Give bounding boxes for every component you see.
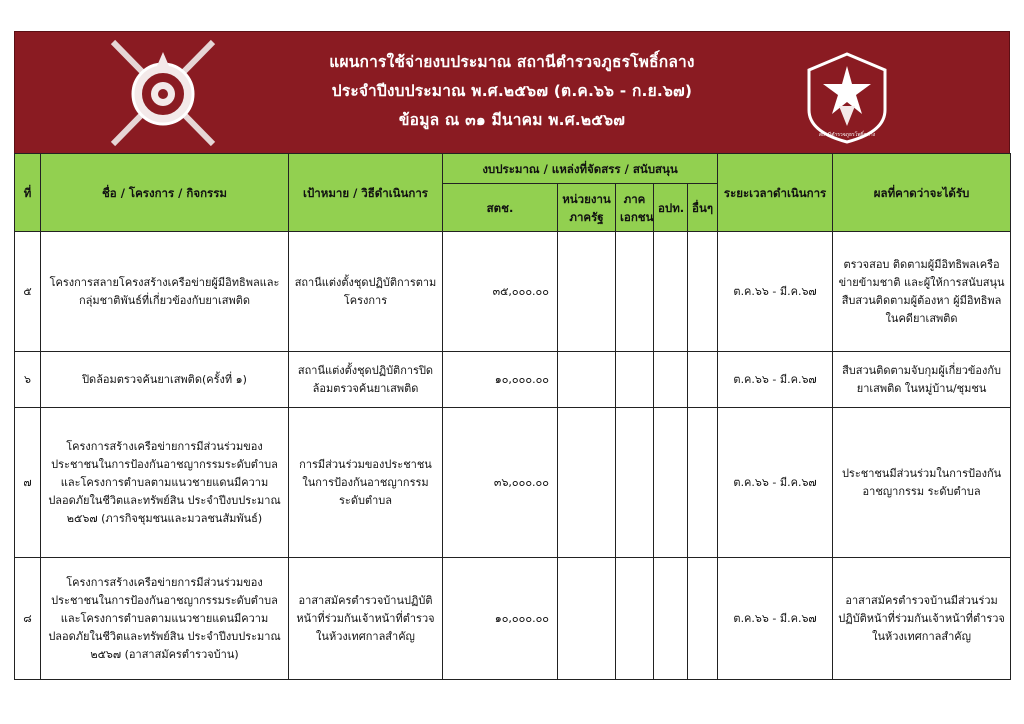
col-header-budget-private: ภาค เอกชน: [616, 184, 654, 232]
col-header-period: ระยะเวลาดำเนินการ: [718, 154, 833, 232]
row-budget: ๓๖,๐๐๐.๐๐: [443, 408, 558, 558]
title-line-2: ประจำปีงบประมาณ พ.ศ.๒๕๖๗ (ต.ค.๖๖ - ก.ย.๖๗): [331, 82, 693, 100]
row-budget: ๑๐,๐๐๐.๐๐: [443, 352, 558, 408]
row-budget-local: [654, 232, 688, 352]
row-budget: ๓๕,๐๐๐.๐๐: [443, 232, 558, 352]
budget-plan-table: [14, 153, 1011, 680]
row-budget-private: [616, 408, 654, 558]
row-target: อาสาสมัครตำรวจบ้านปฏิบัติหน้าที่ร่วมกันเจ้าหน้าที่ตำรวจในห้วงเทศกาลสำคัญ: [289, 558, 443, 680]
title-line-1: แผนการใช้จ่ายงบประมาณ สถานีตำรวจภูธรโพธิ์กลาง: [329, 53, 695, 71]
row-budget-other: [688, 558, 718, 680]
col-header-no: ที่: [15, 154, 41, 232]
row-target: สถานีแต่งตั้งชุดปฏิบัติการตามโครงการ: [289, 232, 443, 352]
row-budget-gov: [558, 232, 616, 352]
row-period: ต.ค.๖๖ - มี.ค.๖๗: [718, 232, 833, 352]
title-banner: [14, 31, 1010, 153]
row-budget-gov: [558, 352, 616, 408]
row-budget-local: [654, 558, 688, 680]
row-period: ต.ค.๖๖ - มี.ค.๖๗: [718, 408, 833, 558]
document-title: [195, 48, 829, 135]
row-budget-private: [616, 352, 654, 408]
row-result: ประชาชนมีส่วนร่วมในการป้องกันอาชญากรรม ระดับตำบล: [833, 408, 1011, 558]
document-sheet: [14, 31, 1010, 680]
col-header-budget-gov: หน่วยงาน ภาครัฐ: [558, 184, 616, 232]
row-target: สถานีแต่งตั้งชุดปฏิบัติการปิดล้อมตรวจค้นยาเสพติด: [289, 352, 443, 408]
table-row: [15, 558, 1011, 680]
table-row: [15, 408, 1011, 558]
row-budget-gov: [558, 408, 616, 558]
col-header-name: ชื่อ / โครงการ / กิจกรรม: [41, 154, 289, 232]
row-budget-private: [616, 558, 654, 680]
row-result: อาสาสมัครตำรวจบ้านมีส่วนร่วมปฏิบัติหน้าที่ร่วมกันเจ้าหน้าที่ตำรวจในห้วงเทศกาลสำคัญ: [833, 558, 1011, 680]
row-no: ๖: [15, 352, 41, 408]
row-period: ต.ค.๖๖ - มี.ค.๖๗: [718, 558, 833, 680]
table-row: [15, 352, 1011, 408]
col-header-budget-other: อื่นๆ: [688, 184, 718, 232]
row-budget-local: [654, 408, 688, 558]
row-target: การมีส่วนร่วมของประชาชนในการป้องกันอาชญากรรมระดับตำบล: [289, 408, 443, 558]
row-budget-local: [654, 352, 688, 408]
row-name: โครงการสร้างเครือข่ายการมีส่วนร่วมของประชาชนในการป้องกันอาชญากรรมระดับตำบล และโครงการตำบลตามแนวชายแดนมีความปลอดภัยในชีวิตและทรัพย์สิน ประจำปีงบประมาณ ๒๕๖๗ (อาสาสมัครตำรวจบ้าน): [41, 558, 289, 680]
col-header-target: เป้าหมาย / วิธีดำเนินการ: [289, 154, 443, 232]
row-result: สืบสวนติดตามจับกุมผู้เกี่ยวข้องกับยาเสพติด ในหมู่บ้าน/ชุมชน: [833, 352, 1011, 408]
row-budget-other: [688, 232, 718, 352]
row-name: โครงการสลายโครงสร้างเครือข่ายผู้มีอิทธิพลและกลุ่มชาติพันธ์ที่เกี่ยวข้องกับยาเสพติด: [41, 232, 289, 352]
col-header-result: ผลที่คาดว่าจะได้รับ: [833, 154, 1011, 232]
row-budget: ๑๐,๐๐๐.๐๐: [443, 558, 558, 680]
row-budget-private: [616, 232, 654, 352]
emblem-caption: สถานีตำรวจภูธรโพธิ์กลาง: [818, 132, 876, 138]
col-header-budget-group: งบประมาณ / แหล่งที่จัดสรร / สนับสนุน: [443, 154, 718, 184]
station-emblem-icon: [805, 52, 889, 144]
title-line-3: ข้อมูล ณ ๓๑ มีนาคม พ.ศ.๒๕๖๗: [398, 111, 626, 129]
row-budget-gov: [558, 558, 616, 680]
col-header-budget-police: สตช.: [443, 184, 558, 232]
row-name: โครงการสร้างเครือข่ายการมีส่วนร่วมของประชาชนในการป้องกันอาชญากรรมระดับตำบล และโครงการตำบลตามแนวชายแดนมีความปลอดภัยในชีวิตและทรัพย์สิน ประจำปีงบประมาณ ๒๕๖๗ (ภารกิจชุมชนและมวลชนสัมพันธ์): [41, 408, 289, 558]
row-no: ๗: [15, 408, 41, 558]
row-name: ปิดล้อมตรวจค้นยาเสพติด(ครั้งที่ ๑): [41, 352, 289, 408]
row-budget-other: [688, 408, 718, 558]
row-no: ๕: [15, 232, 41, 352]
row-period: ต.ค.๖๖ - มี.ค.๖๗: [718, 352, 833, 408]
row-budget-other: [688, 352, 718, 408]
col-header-budget-local: อปท.: [654, 184, 688, 232]
row-no: ๘: [15, 558, 41, 680]
row-result: ตรวจสอบ ติดตามผู้มีอิทธิพลเครือข่ายข้ามชาติ และผู้ให้การสนับสนุน สืบสวนติดตามผู้ต้องหา ผู้มีอิทธิพลในคดียาเสพติด: [833, 232, 1011, 352]
table-row: [15, 232, 1011, 352]
